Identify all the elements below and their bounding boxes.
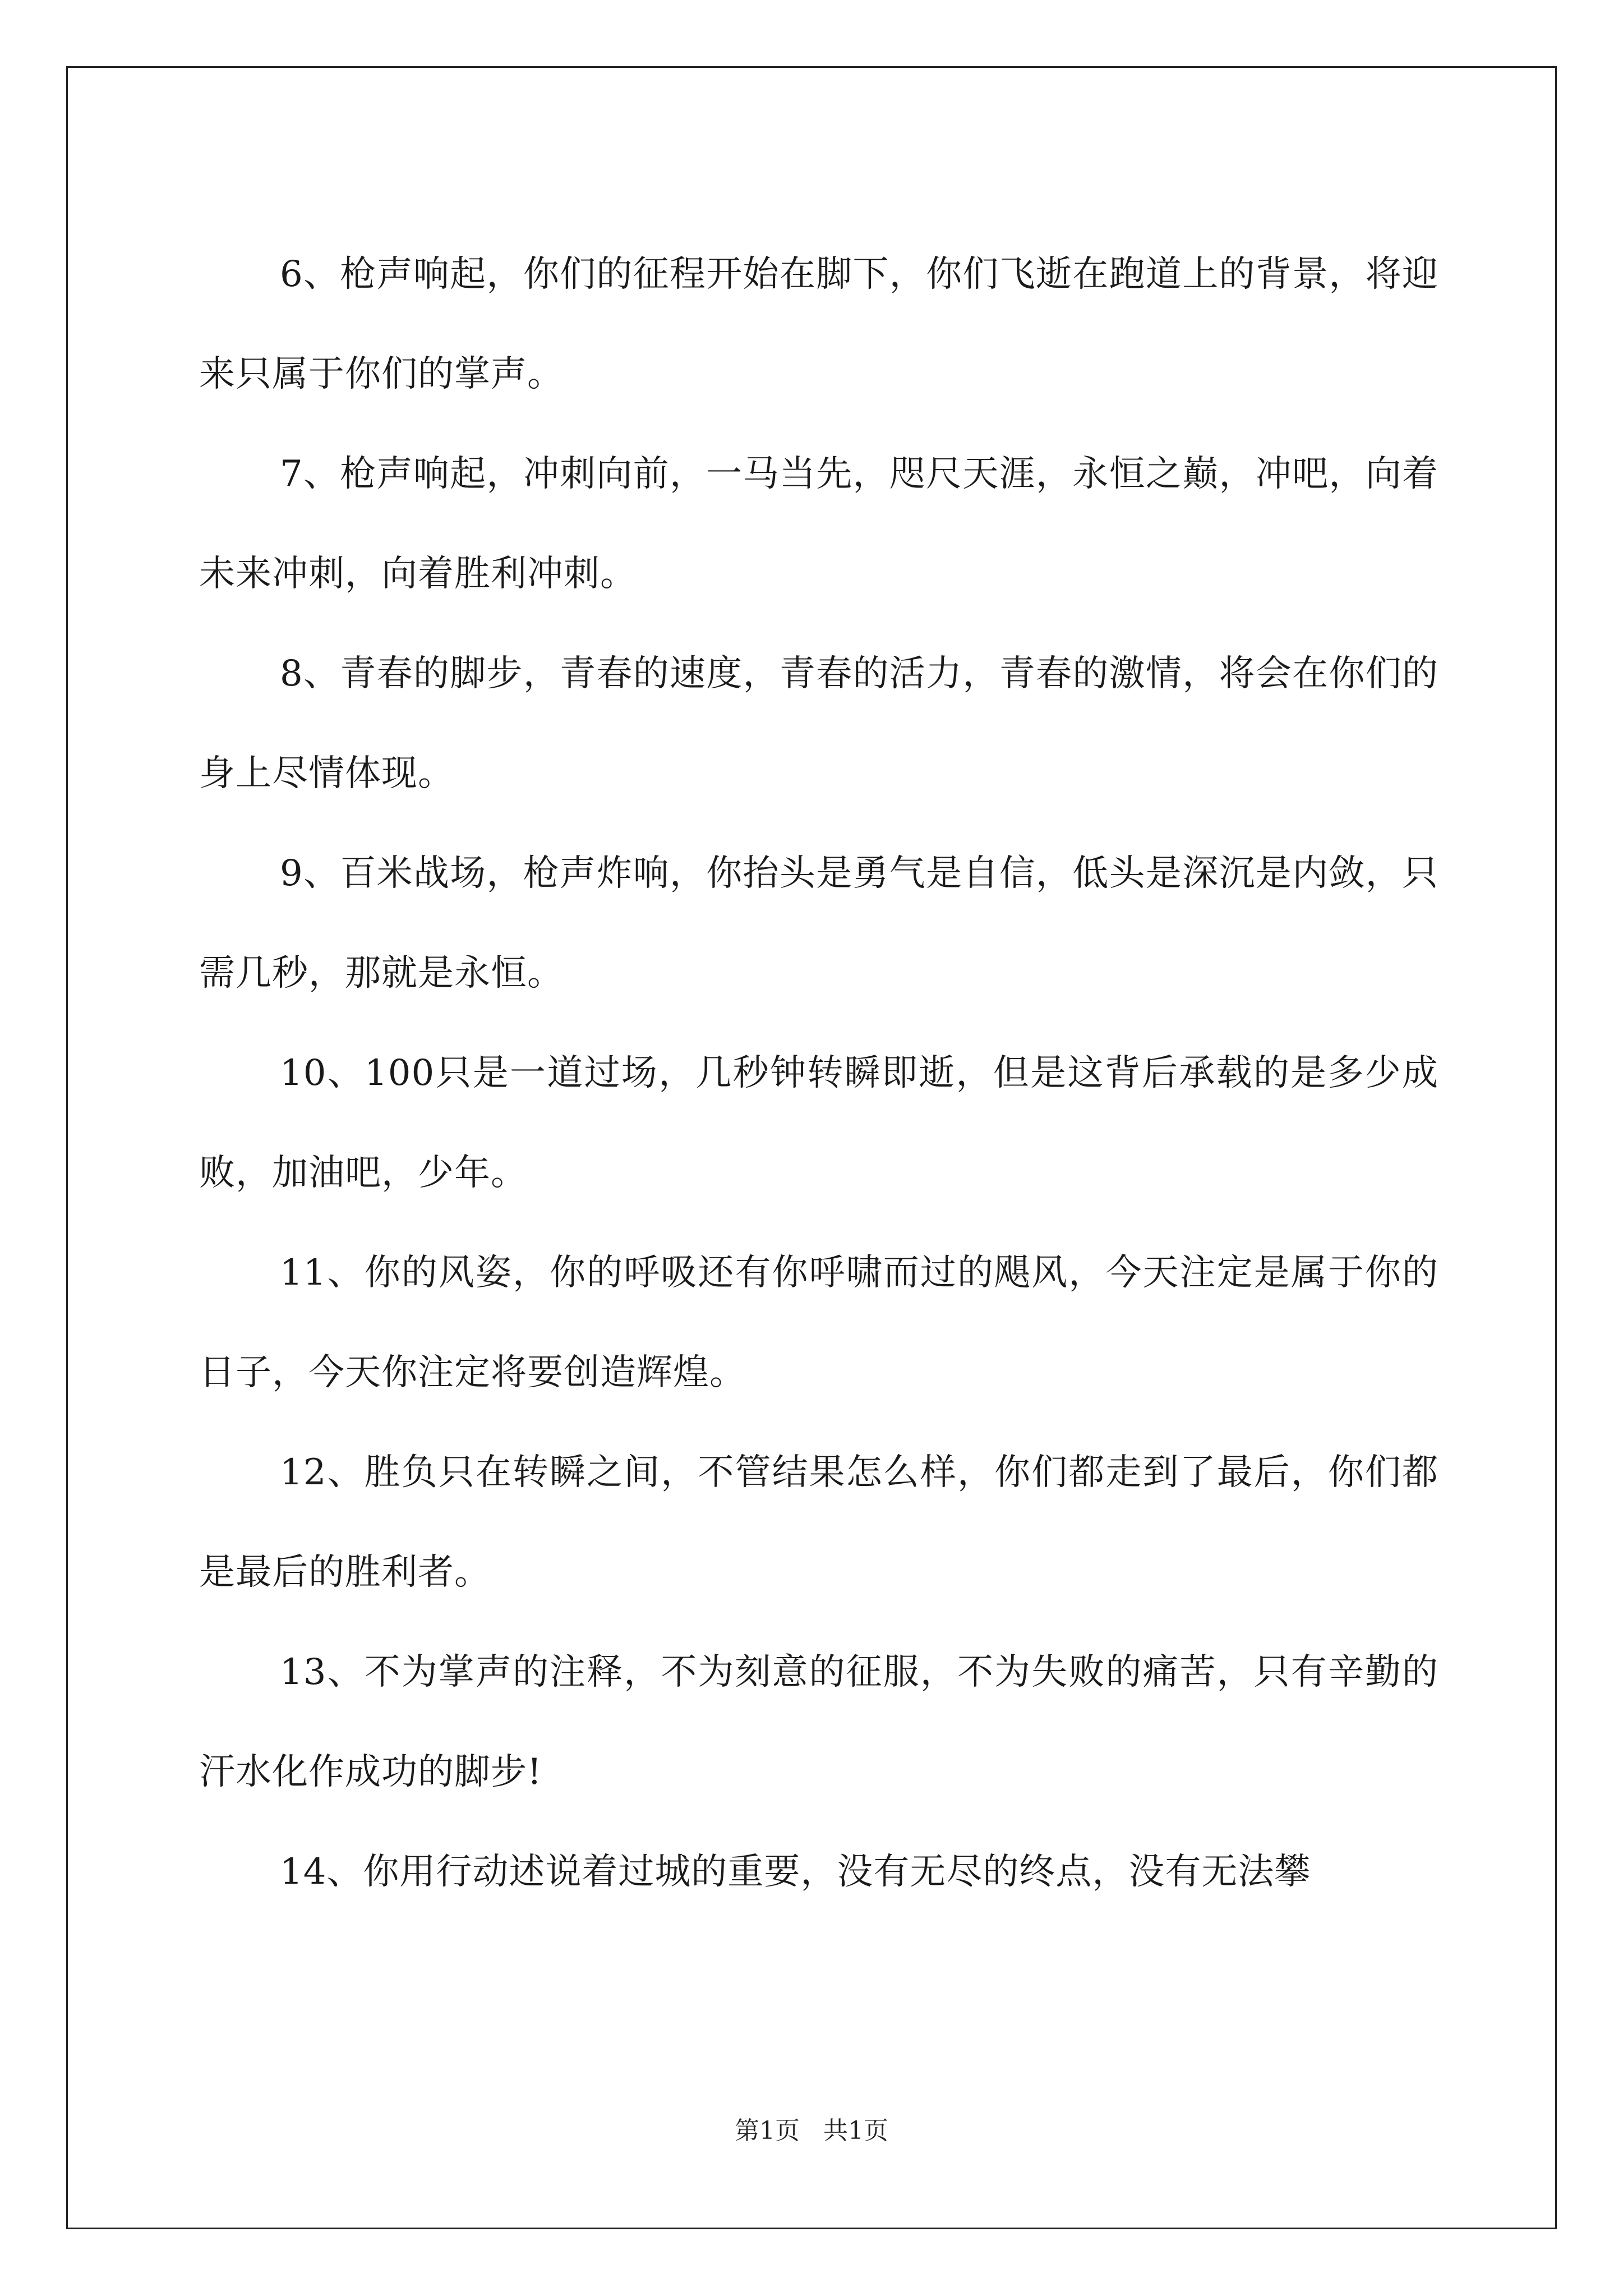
paragraph: 10、100只是一道过场，几秒钟转瞬即逝，但是这背后承载的是多少成败，加油吧，少年。: [199, 1052, 1438, 1194]
paragraph: 12、胜负只在转瞬之间，不管结果怎么样，你们都走到了最后，你们都是最后的胜利者。: [199, 1452, 1438, 1593]
paragraph: 11、你的风姿，你的呼吸还有你呼啸而过的飓风，今天注定是属于你的日子，今天你注定将要创造辉煌。: [199, 1252, 1438, 1393]
paragraph: 9、百米战场，枪声炸响，你抬头是勇气是自信，低头是深沉是内敛，只需几秒，那就是永恒。: [199, 853, 1438, 994]
paragraph: 13、不为掌声的注释，不为刻意的征服，不为失败的痛苦，只有辛勤的汗水化作成功的脚步!: [199, 1651, 1438, 1793]
paragraph: 14、你用行动述说着过城的重要，没有无尽的终点，没有无法攀: [280, 1851, 1311, 1893]
paragraph: 7、枪声响起，冲刺向前，一马当先，咫尺天涯，永恒之巅，冲吧，向着未来冲刺，向着胜利冲刺。: [199, 453, 1438, 595]
page-footer: [0, 2110, 1623, 2146]
page-total: 共1页: [823, 2116, 888, 2145]
paragraph: 6、枪声响起，你们的征程开始在脚下，你们飞逝在跑道上的背景，将迎来只属于你们的掌声。: [199, 254, 1438, 395]
paragraph: 8、青春的脚步，青春的速度，青春的活力，青春的激情，将会在你们的身上尽情体现。: [199, 653, 1438, 794]
page-number: 第1页: [735, 2116, 800, 2145]
document-body: [199, 224, 1438, 1922]
